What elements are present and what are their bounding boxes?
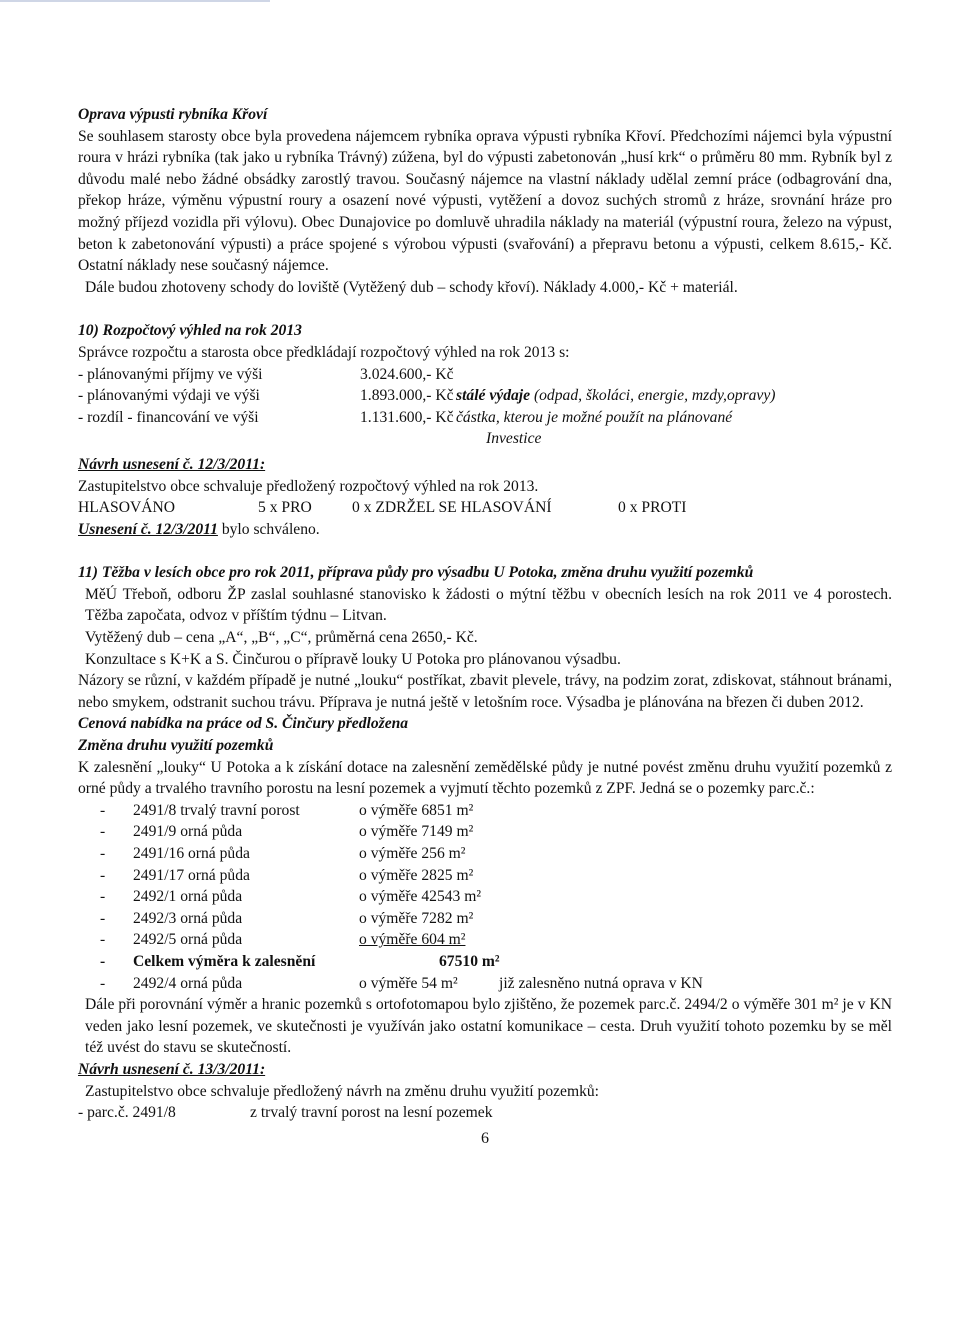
- parcel-note: [505, 908, 892, 930]
- proposal-text-12: Zastupitelstvo obce schvaluje předložený rozpočtový výhled na rok 2013.: [78, 477, 539, 495]
- list-item-total: - Celkem výměra k zalesnění 67510 m²: [78, 951, 892, 973]
- parcel-area: o výměře 54 m²: [359, 974, 458, 992]
- vote-pro: 5 x PRO: [258, 499, 312, 517]
- parcel-area: o výměře 42543 m²: [359, 888, 482, 906]
- top-rule: [0, 0, 270, 2]
- list-item: - 2491/17 orná půda o výměře 2825 m²: [78, 865, 892, 887]
- outlet-repair-paragraph: Se souhlasem starosty obce byla provedena nájemcem rybníka oprava výpusti rybníka Křoví. Předchozími nájemci byla výpustní roura v hrázi rybníka (tak jako u rybníka Trávný) zúžena, byl do výpusti zabetonován „husí krk“ o průměru 80 mm. Rybník byl z důvodu malé nebo žádné obsádky zarostlý travou. Současný nájemce na vlastní náklady udělal zemní práce (odbagrování dna, překop hráze, výměnu výpustní roury a osazení nové výpusti, vytěžení a dovoz suchých stromů z hráze, srovnání hráze pro možný příjezd vozidla při výlovu). Obec Dunajovice po domluvě uhradila náklady na materiál (výpustní roura, železo na výpust, beton k zabetonování výpusti) a práce spojené s výrobou výpusti (svařování) a přepravu betonu a výpusti, celkem 8.615,- Kč. Ostatní náklady nese současný nájemce.: [78, 127, 892, 275]
- budget-amount: 1.893.000,- Kč: [360, 387, 454, 405]
- page-number: 6: [481, 1129, 489, 1147]
- budget-note-continuation: Investice: [486, 430, 542, 448]
- list-item: - 2491/16 orná půda o výměře 256 m²: [78, 843, 892, 865]
- budget-label: - plánovanými výdaji ve výši: [78, 387, 260, 405]
- parcel-2494-paragraph: Dále při porovnání výměr a hranic pozemků s ortofotomapou bylo zjištěno, že pozemek parc.č. 2494/2 o výměře 301 m² je v KN veden jako lesní pozemek, ve skutečnosti je využíván jako ostatní komunikace – cesta. Druh využití tohoto pozemku by se měl též uvést do stavu se skutečností.: [85, 996, 892, 1057]
- parcel-area: o výměře 6851 m²: [359, 801, 474, 819]
- parcel-area: o výměře 2825 m²: [359, 866, 474, 884]
- price-offer-heading: Cenová nabídka na práce od S. Činčury předložena: [78, 715, 409, 733]
- vote-row: [78, 497, 892, 519]
- parcel-desc: 2492/3 orná půda: [133, 909, 243, 927]
- fishing-stairs-paragraph: Dále budou zhotoveny schody do loviště (Vytěžený dub – schody křoví). Náklady 4.000,- Kč + materiál.: [85, 278, 738, 296]
- last-parcel-change: z trvalý travní porost na lesní pozemek: [250, 1104, 493, 1122]
- parcel-area: o výměře 604 m²: [359, 931, 466, 949]
- parcel-desc: 2491/8 trvalý travní porost: [133, 801, 300, 819]
- parcel-desc: 2491/17 orná půda: [133, 866, 250, 884]
- parcel-note: již zalesněno nutná oprava v KN: [499, 974, 703, 992]
- parcel-desc: 2492/4 orná půda: [133, 974, 243, 992]
- parcel-list: [78, 800, 892, 994]
- list-item: - 2492/5 orná půda o výměře 604 m²: [78, 929, 892, 951]
- parcel-area: o výměře 7282 m²: [359, 909, 474, 927]
- opinions-paragraph: Názory se různí, v každém případě je nutné „louku“ postříkat, zbavit plevele, trávy, na podzim zorat, zdiskovat, stáhnout bránami, nebo smykem, odstranit suchou trávu. Příprava je nutná ještě v letošním roce. Výsadba je plánována na březen či duben 2012.: [78, 672, 892, 711]
- parcel-note: [505, 929, 892, 951]
- budget-note: [456, 385, 892, 407]
- list-item: - 2492/4 orná půda o výměře 54 m² již zalesněno nutná oprava v KN: [78, 973, 892, 995]
- budget-note-bold: stálé výdaje: [456, 387, 531, 405]
- section-title-forest-logging: 11) Těžba v lesích obce pro rok 2011, příprava půdy pro výsadbu U Potoka, změna druhu využití pozemků: [78, 564, 754, 582]
- section-title-outlet-repair: Oprava výpusti rybníka Křoví: [78, 106, 268, 123]
- oak-price-paragraph: Vytěžený dub – cena „A“, „B“, „C“, průměrná cena 2650,- Kč.: [85, 629, 478, 647]
- vote-against: 0 x PROTI: [618, 499, 687, 517]
- budget-row-difference: [78, 407, 892, 429]
- budget-label: - plánovanými příjmy ve výši: [78, 365, 263, 383]
- budget-label: - rozdíl - financování ve výši: [78, 408, 259, 426]
- budget-row-expenses: [78, 385, 892, 407]
- parcel-note: [505, 821, 892, 843]
- proposal-title-12: Návrh usnesení č. 12/3/2011:: [78, 455, 266, 473]
- section-title-budget-outlook: 10) Rozpočtový výhled na rok 2013: [78, 322, 302, 340]
- last-parcel-id: - parc.č. 2491/8: [78, 1104, 176, 1122]
- proposal-title-13: Návrh usnesení č. 13/3/2011:: [78, 1060, 266, 1078]
- parcel-note: [505, 843, 892, 865]
- resolution-label: Usnesení č. 12/3/2011: [78, 520, 218, 538]
- list-item: - 2492/3 orná půda o výměře 7282 m²: [78, 908, 892, 930]
- parcel-desc: 2492/5 orná půda: [133, 931, 243, 949]
- parcel-total-label: Celkem výměra k zalesnění: [133, 952, 316, 970]
- parcel-note: [505, 800, 892, 822]
- budget-note-text: částka, kterou je možné použít na plánované: [456, 408, 733, 426]
- budget-amount: 1.131.600,- Kč: [360, 408, 454, 426]
- budget-row-note-cont: [78, 428, 892, 450]
- last-parcel-row: [78, 1102, 892, 1124]
- budget-note-text: (odpad, školáci, energie, mzdy,opravy): [530, 387, 776, 405]
- parcel-total-area: 67510 m²: [439, 952, 500, 970]
- consultation-paragraph: Konzultace s K+K a S. Činčurou o přípravě louky U Potoka pro plánovanou výsadbu.: [85, 650, 621, 668]
- budget-row-income: [78, 364, 892, 386]
- list-item: - 2491/9 orná půda o výměře 7149 m²: [78, 821, 892, 843]
- parcel-note: [505, 886, 892, 908]
- budget-intro: Správce rozpočtu a starosta obce předkládají rozpočtový výhled na rok 2013 s:: [78, 343, 570, 361]
- parcel-note: [505, 865, 892, 887]
- document-page: [78, 104, 892, 1150]
- resolution-text: bylo schváleno.: [217, 520, 320, 538]
- parcel-desc: 2491/16 orná půda: [133, 845, 250, 862]
- list-item: - 2492/1 orná půda o výměře 42543 m²: [78, 886, 892, 908]
- proposal-text-13: Zastupitelstvo obce schvaluje předložený návrh na změnu druhu využití pozemků:: [85, 1082, 600, 1100]
- parcel-area: o výměře 256 m²: [359, 845, 466, 862]
- parcel-area: o výměře 7149 m²: [359, 823, 474, 841]
- vote-label: HLASOVÁNO: [78, 499, 176, 517]
- resolution-12: [78, 519, 892, 541]
- land-use-change-heading: Změna druhu využití pozemků: [78, 737, 274, 755]
- vote-abstain: 0 x ZDRŽEL SE HLASOVÁNÍ: [352, 499, 552, 517]
- afforestation-paragraph: K zalesnění „louky“ U Potoka a k získání dotace na zalesnění zemědělské půdy je nutné povést změnu druhu využití pozemků z orné půdy a trvalého travního porostu na lesní pozemek a vyjmutí těchto pozemků z ZPF. Jedná se o pozemky parc.č.:: [78, 758, 892, 798]
- logging-paragraph: MěÚ Třeboň, odboru ŽP zaslal souhlasné stanovisko k žádosti o mýtní těžbu v obecních lesích na rok 2011 ve 4 porostech. Těžba započata, odvoz v příštím týdnu – Litvan.: [85, 585, 892, 625]
- budget-amount: 3.024.600,- Kč: [360, 365, 454, 383]
- parcel-desc: 2492/1 orná půda: [133, 888, 243, 906]
- list-item: - 2491/8 trvalý travní porost o výměře 6851 m²: [78, 800, 892, 822]
- parcel-desc: 2491/9 orná půda: [133, 823, 243, 841]
